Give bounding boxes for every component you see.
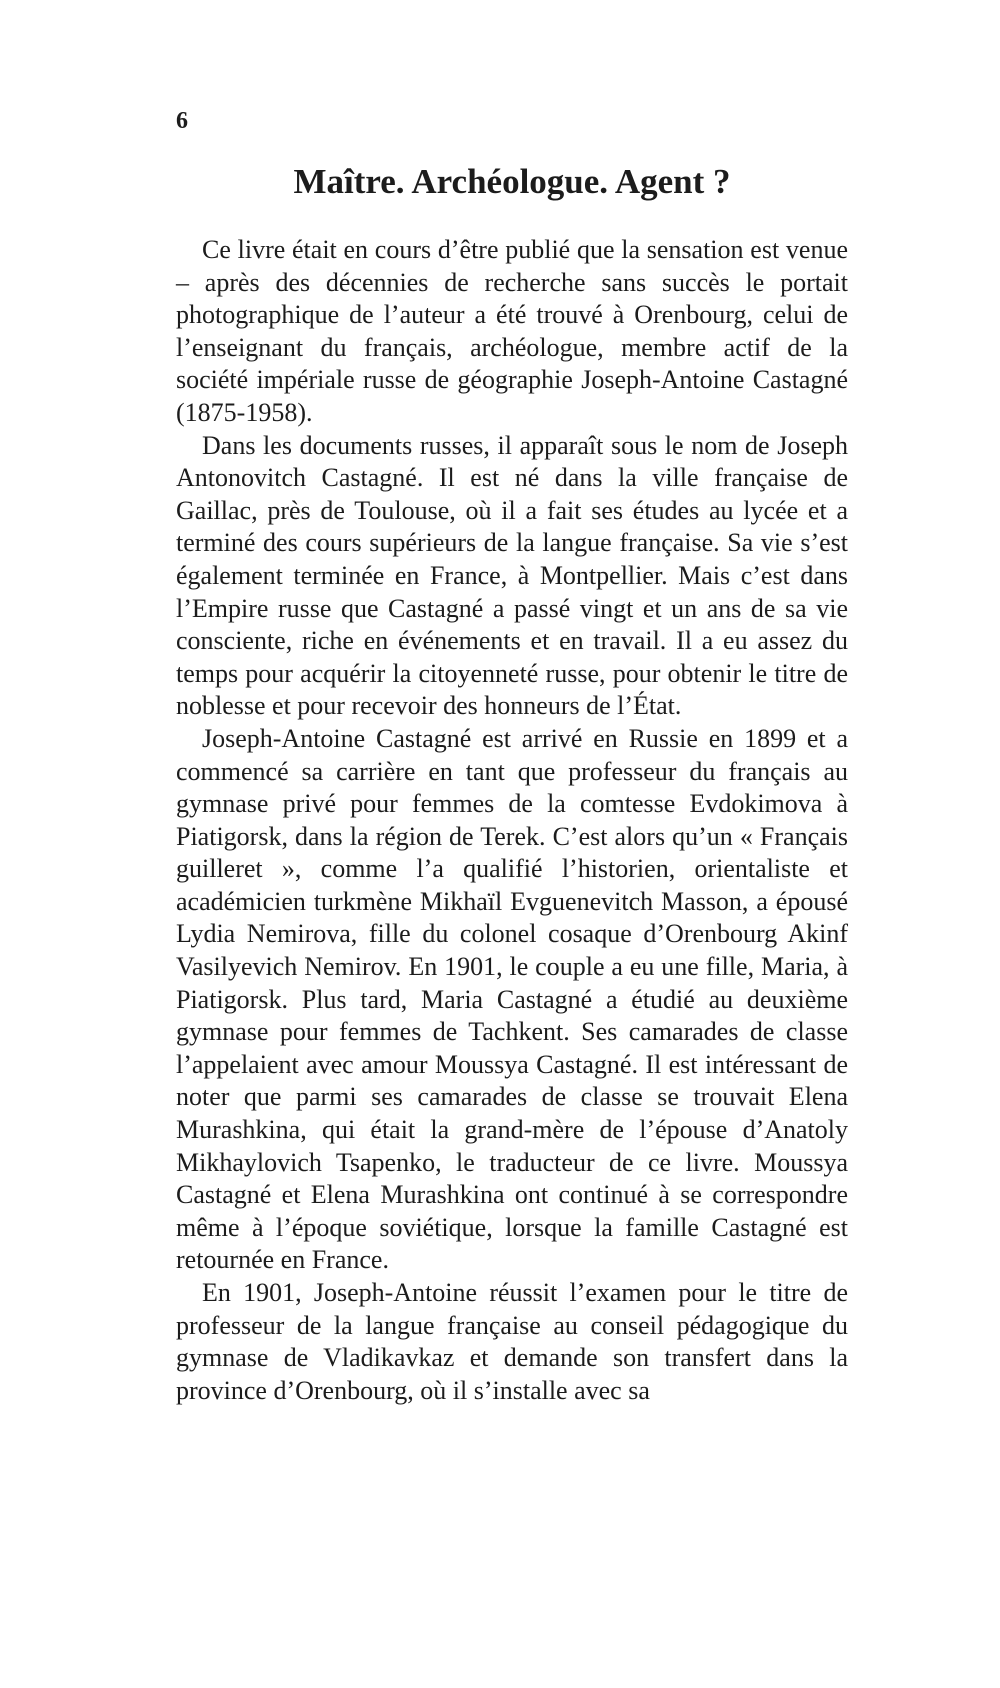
paragraph: En 1901, Joseph-Antoine réussit l’examen pour le titre de professeur de la langue française au conseil pédagogique du gymnase de Vladikavkaz et demande son transfert dans la province d’Orenbourg, où il s’installe avec sa [176, 1278, 848, 1405]
paragraph: Ce livre était en cours d’être publié que la sensation est venue – après des décennies de recherche sans succès le portait photographique de l’auteur a été trouvé à Orenbourg, celui de l’enseignant du français, archéologue, membre actif de la société impériale russe de géographie Joseph-Antoine Castagné (1875-1958). [176, 235, 848, 427]
paragraph: Dans les documents russes, il apparaît sous le nom de Joseph Antonovitch Castagné. Il est né dans la ville française de Gaillac, près de Toulouse, où il a fait ses études au lycée et a terminé des cours supérieurs de la langue française. Sa vie s’est également terminée en France, à Montpellier. Mais c’est dans l’Empire russe que Castagné a passé vingt et un ans de sa vie consciente, riche en événements et en travail. Il a eu assez du temps pour acquérir la citoyenneté russe, pour obtenir le titre de noblesse et pour recevoir des honneurs de l’État. [176, 430, 848, 721]
paragraph: Joseph-Antoine Castagné est arrivé en Russie en 1899 et a commencé sa carrière en tant que professeur du français au gymnase privé pour femmes de la comtesse Evdokimova à Piatigorsk, dans la région de Terek. C’est alors qu’un « Français guilleret », comme l’a qualifié l’historien, orientaliste et académicien turkmène Mikhaïl Evguenevitch Masson, a épousé Lydia Nemirova, fille du colonel cosaque d’Orenbourg Akinf Vasilyevich Nemirov. En 1901, le couple a eu une fille, Maria, à Piatigorsk. Plus tard, Maria Castagné a étudié au deuxième gymnase pour femmes de Tachkent. Ses camarades de classe l’appelaient avec amour Moussya Castagné. Il est intéressant de noter que parmi ses camarades de classe se trouvait Elena Murashkina, qui était la grand-mère de l’épouse d’Anatoly Mikhaylovich Tsapenko, le traducteur de ce livre. Moussya Castagné et Elena Murashkina ont continué à se correspondre même à l’époque soviétique, lorsque la famille Castagné est retournée en France. [176, 723, 848, 1275]
page-number: 6 [176, 108, 188, 134]
body-text [176, 234, 848, 1407]
chapter-title: Maître. Archéologue. Agent ? [293, 162, 731, 201]
